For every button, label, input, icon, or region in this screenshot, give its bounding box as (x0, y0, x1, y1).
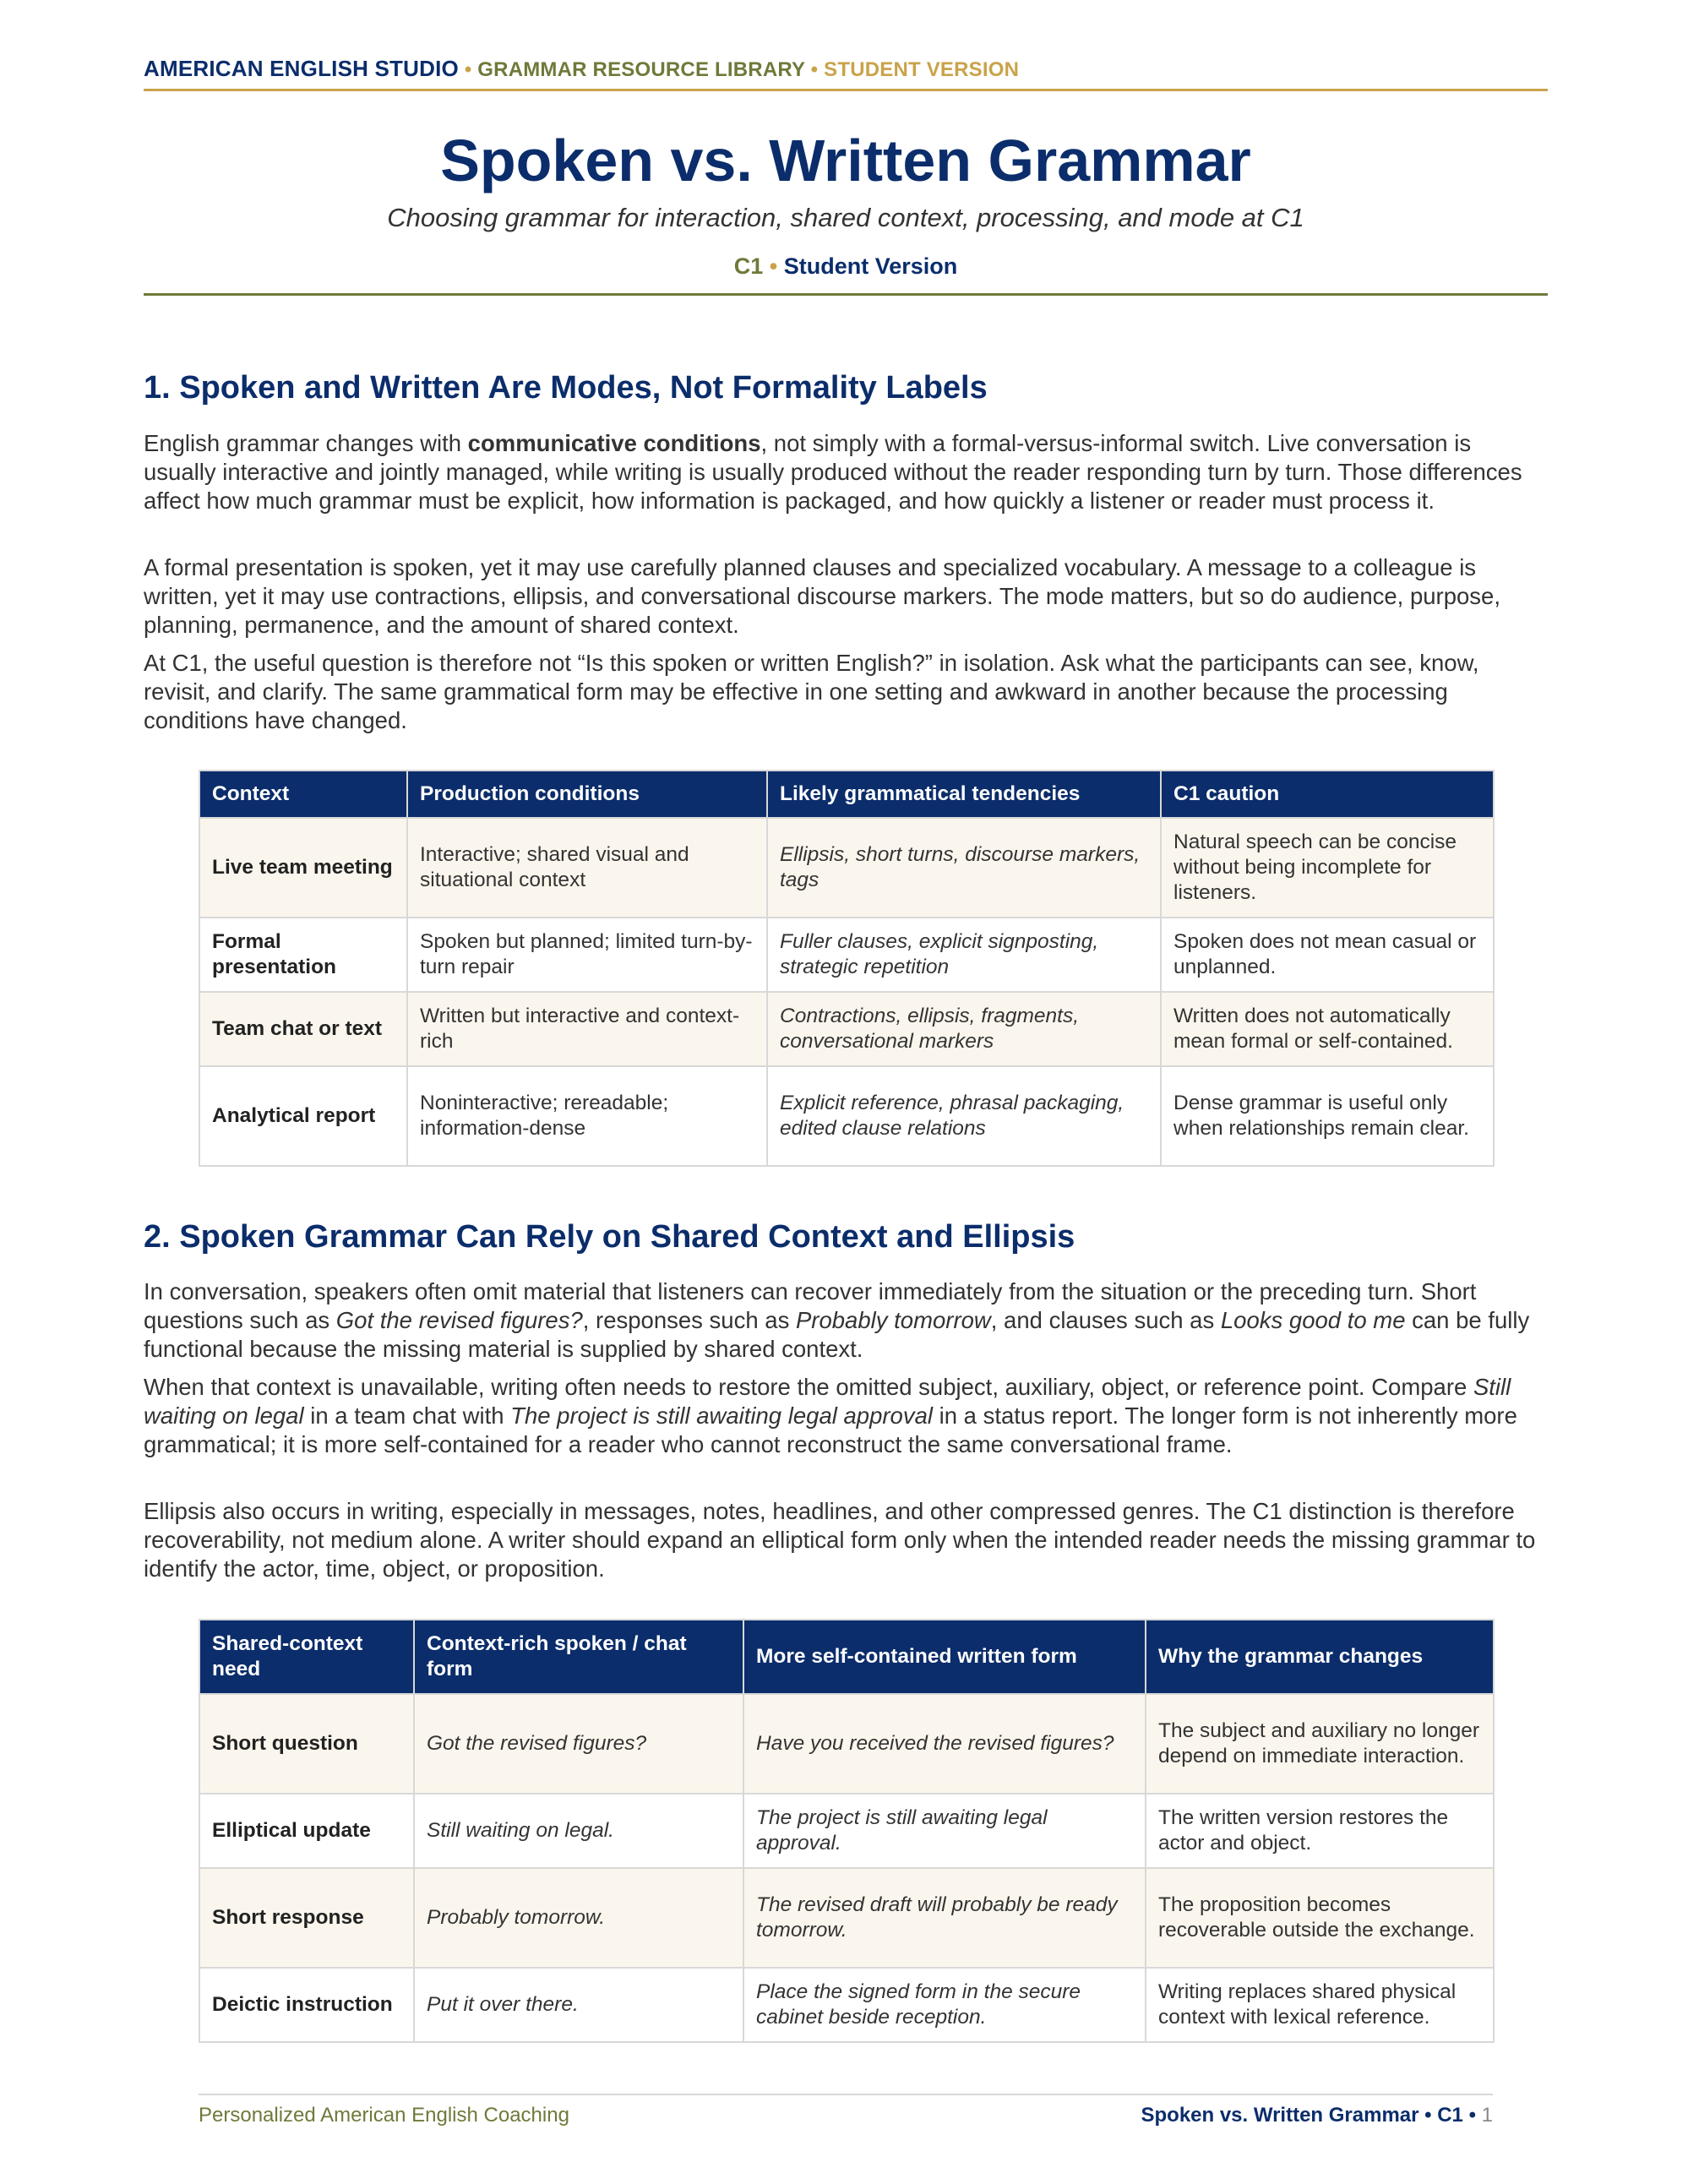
table-cell: Got the revised figures? (414, 1694, 743, 1794)
section-2-paragraph-2 (144, 1373, 1548, 1459)
table-cell: Short question (199, 1694, 414, 1794)
table-row (199, 918, 1494, 992)
table-cell: Put it over there. (414, 1968, 743, 2042)
text-run: , and clauses such as (990, 1307, 1221, 1333)
section-2-paragraph-1 (144, 1277, 1548, 1364)
table-cell: Place the signed form in the secure cabinet beside reception. (743, 1968, 1146, 2042)
table-cell: Noninteractive; rereadable; information-dense (407, 1066, 767, 1166)
table-cell: Natural speech can be concise without being incomplete for listeners. (1161, 818, 1494, 918)
table-cell: The project is still awaiting legal approval. (743, 1794, 1146, 1868)
table-cell: Have you received the revised figures? (743, 1694, 1146, 1794)
table-cell: Still waiting on legal. (414, 1794, 743, 1868)
header-separator: • (804, 58, 825, 81)
example-phrase: The project is still awaiting legal approval (510, 1402, 933, 1429)
header-version: STUDENT VERSION (824, 58, 1020, 81)
table-cell: The written version restores the actor and object. (1146, 1794, 1494, 1868)
column-header: Context (199, 771, 407, 818)
table-row (199, 1868, 1494, 1968)
column-header: More self-contained written form (743, 1620, 1146, 1694)
header-library: GRAMMAR RESOURCE LIBRARY (477, 58, 805, 81)
table-cell: Short response (199, 1868, 414, 1968)
column-header: Why the grammar changes (1146, 1620, 1494, 1694)
table-cell: The revised draft will probably be ready tomorrow. (743, 1868, 1146, 1968)
modes-table (199, 770, 1495, 1167)
table-cell: Team chat or text (199, 992, 407, 1066)
table-cell: Ellipsis, short turns, discourse markers, tags (767, 818, 1161, 918)
text-run: in a status report. The longer form is not inherently more grammatical; it is more self-contained for a reader who cannot reconstruct the same conversational frame. (144, 1402, 1517, 1457)
footer-left: Personalized American English Coaching (199, 2104, 569, 2127)
table-row (199, 1066, 1494, 1166)
table-cell: Explicit reference, phrasal packaging, edited clause relations (767, 1066, 1161, 1166)
table-cell: Dense grammar is useful only when relationships remain clear. (1161, 1066, 1494, 1166)
text-run: When that context is unavailable, writing often needs to restore the omitted subject, auxiliary, object, or reference point. Compare (144, 1374, 1473, 1400)
bold-term: communicative conditions (467, 430, 761, 456)
section-1-heading: 1. Spoken and Written Are Modes, Not Formality Labels (144, 370, 988, 406)
section-1-paragraph-2: A formal presentation is spoken, yet it may use carefully planned clauses and specialized vocabulary. A message to a colleague is written, yet it may use contractions, ellipsis, and conversational discourse markers. The mode matters, but so do audience, purpose, planning, permanence, and the amount of shared context. (144, 554, 1500, 638)
text-run: can be fully functional because the missing material is supplied by shared context. (144, 1307, 1530, 1362)
page-subtitle: Choosing grammar for interaction, shared context, processing, and mode at C1 (387, 203, 1304, 232)
table-cell: Formal presentation (199, 918, 407, 992)
column-header: Context-rich spoken / chat form (414, 1620, 743, 1694)
column-header: Likely grammatical tendencies (767, 771, 1161, 818)
ellipsis-table (199, 1619, 1495, 2043)
text-run: In conversation, speakers often omit material that listeners can recover immediately from the situation or the preceding turn. Short questions such as (144, 1278, 1477, 1333)
table-row (199, 1968, 1494, 2042)
text-run: , not simply with a formal-versus-informal switch. Live conversation is usually interactive and jointly managed, while writing is usually produced without the reader responding turn by turn. Those differences affect how much grammar must be explicit, how information is packaged, and how quickly a listener or reader must process it. (144, 430, 1522, 514)
table-cell: The subject and auxiliary no longer depend on immediate interaction. (1146, 1694, 1494, 1794)
table-cell: The proposition becomes recoverable outside the exchange. (1146, 1868, 1494, 1968)
example-phrase: Looks good to me (1220, 1307, 1406, 1333)
column-header: Shared-context need (199, 1620, 414, 1694)
section-2-paragraph-3: Ellipsis also occurs in writing, especially in messages, notes, headlines, and other compressed genres. The C1 distinction is therefore recoverability, not medium alone. A writer should expand an elliptical form only when the intended reader needs the missing grammar to identify the actor, time, object, or proposition. (144, 1498, 1536, 1582)
table-cell: Fuller clauses, explicit signposting, strategic repetition (767, 918, 1161, 992)
table-cell: Elliptical update (199, 1794, 414, 1868)
page-footer (199, 2094, 1493, 2127)
footer-right (1141, 2104, 1493, 2127)
table-cell: Spoken does not mean casual or unplanned. (1161, 918, 1494, 992)
table-row (199, 992, 1494, 1066)
level-line (144, 253, 1548, 296)
table-header-row (199, 1620, 1494, 1694)
section-1-paragraph-3: At C1, the useful question is therefore not “Is this spoken or written English?” in isolation. Ask what the participants can see, know, revisit, and clarify. The same grammatical form may be effective in one setting and awkward in another because the processing conditions have changed. (144, 650, 1479, 733)
page-title: Spoken vs. Written Grammar (440, 128, 1251, 193)
table-row (199, 1694, 1494, 1794)
section-2-heading: 2. Spoken Grammar Can Rely on Shared Context and Ellipsis (144, 1219, 1075, 1255)
table-cell: Written but interactive and context-rich (407, 992, 767, 1066)
table-cell: Contractions, ellipsis, fragments, conversational markers (767, 992, 1161, 1066)
section-1-paragraph-1 (144, 429, 1548, 515)
header-separator: • (458, 58, 478, 81)
example-phrase: Still waiting on legal (144, 1374, 1511, 1429)
table-cell: Interactive; shared visual and situational context (407, 818, 767, 918)
table-header-row (199, 771, 1494, 818)
running-header (144, 56, 1548, 91)
table-cell: Writing replaces shared physical context with lexical reference. (1146, 1968, 1494, 2042)
level-badge: C1 (733, 253, 764, 279)
footer-doc-label: Spoken vs. Written Grammar • C1 • (1141, 2104, 1482, 2127)
example-phrase: Probably tomorrow (795, 1307, 991, 1333)
header-brand: AMERICAN ENGLISH STUDIO (144, 56, 459, 81)
column-header: C1 caution (1161, 771, 1494, 818)
example-phrase: Got the revised figures? (335, 1307, 583, 1333)
table-cell: Live team meeting (199, 818, 407, 918)
table-cell: Deictic instruction (199, 1968, 414, 2042)
table-row (199, 818, 1494, 918)
table-cell: Analytical report (199, 1066, 407, 1166)
level-separator: • (763, 253, 784, 279)
version-label: Student Version (783, 253, 958, 279)
table-row (199, 1794, 1494, 1868)
table-cell: Probably tomorrow. (414, 1868, 743, 1968)
column-header: Production conditions (407, 771, 767, 818)
text-run: in a team chat with (303, 1402, 511, 1429)
page-number: 1 (1481, 2104, 1493, 2127)
text-run: , responses such as (582, 1307, 796, 1333)
text-run: English grammar changes with (144, 430, 468, 456)
table-cell: Written does not automatically mean formal or self-contained. (1161, 992, 1494, 1066)
table-cell: Spoken but planned; limited turn-by-turn repair (407, 918, 767, 992)
